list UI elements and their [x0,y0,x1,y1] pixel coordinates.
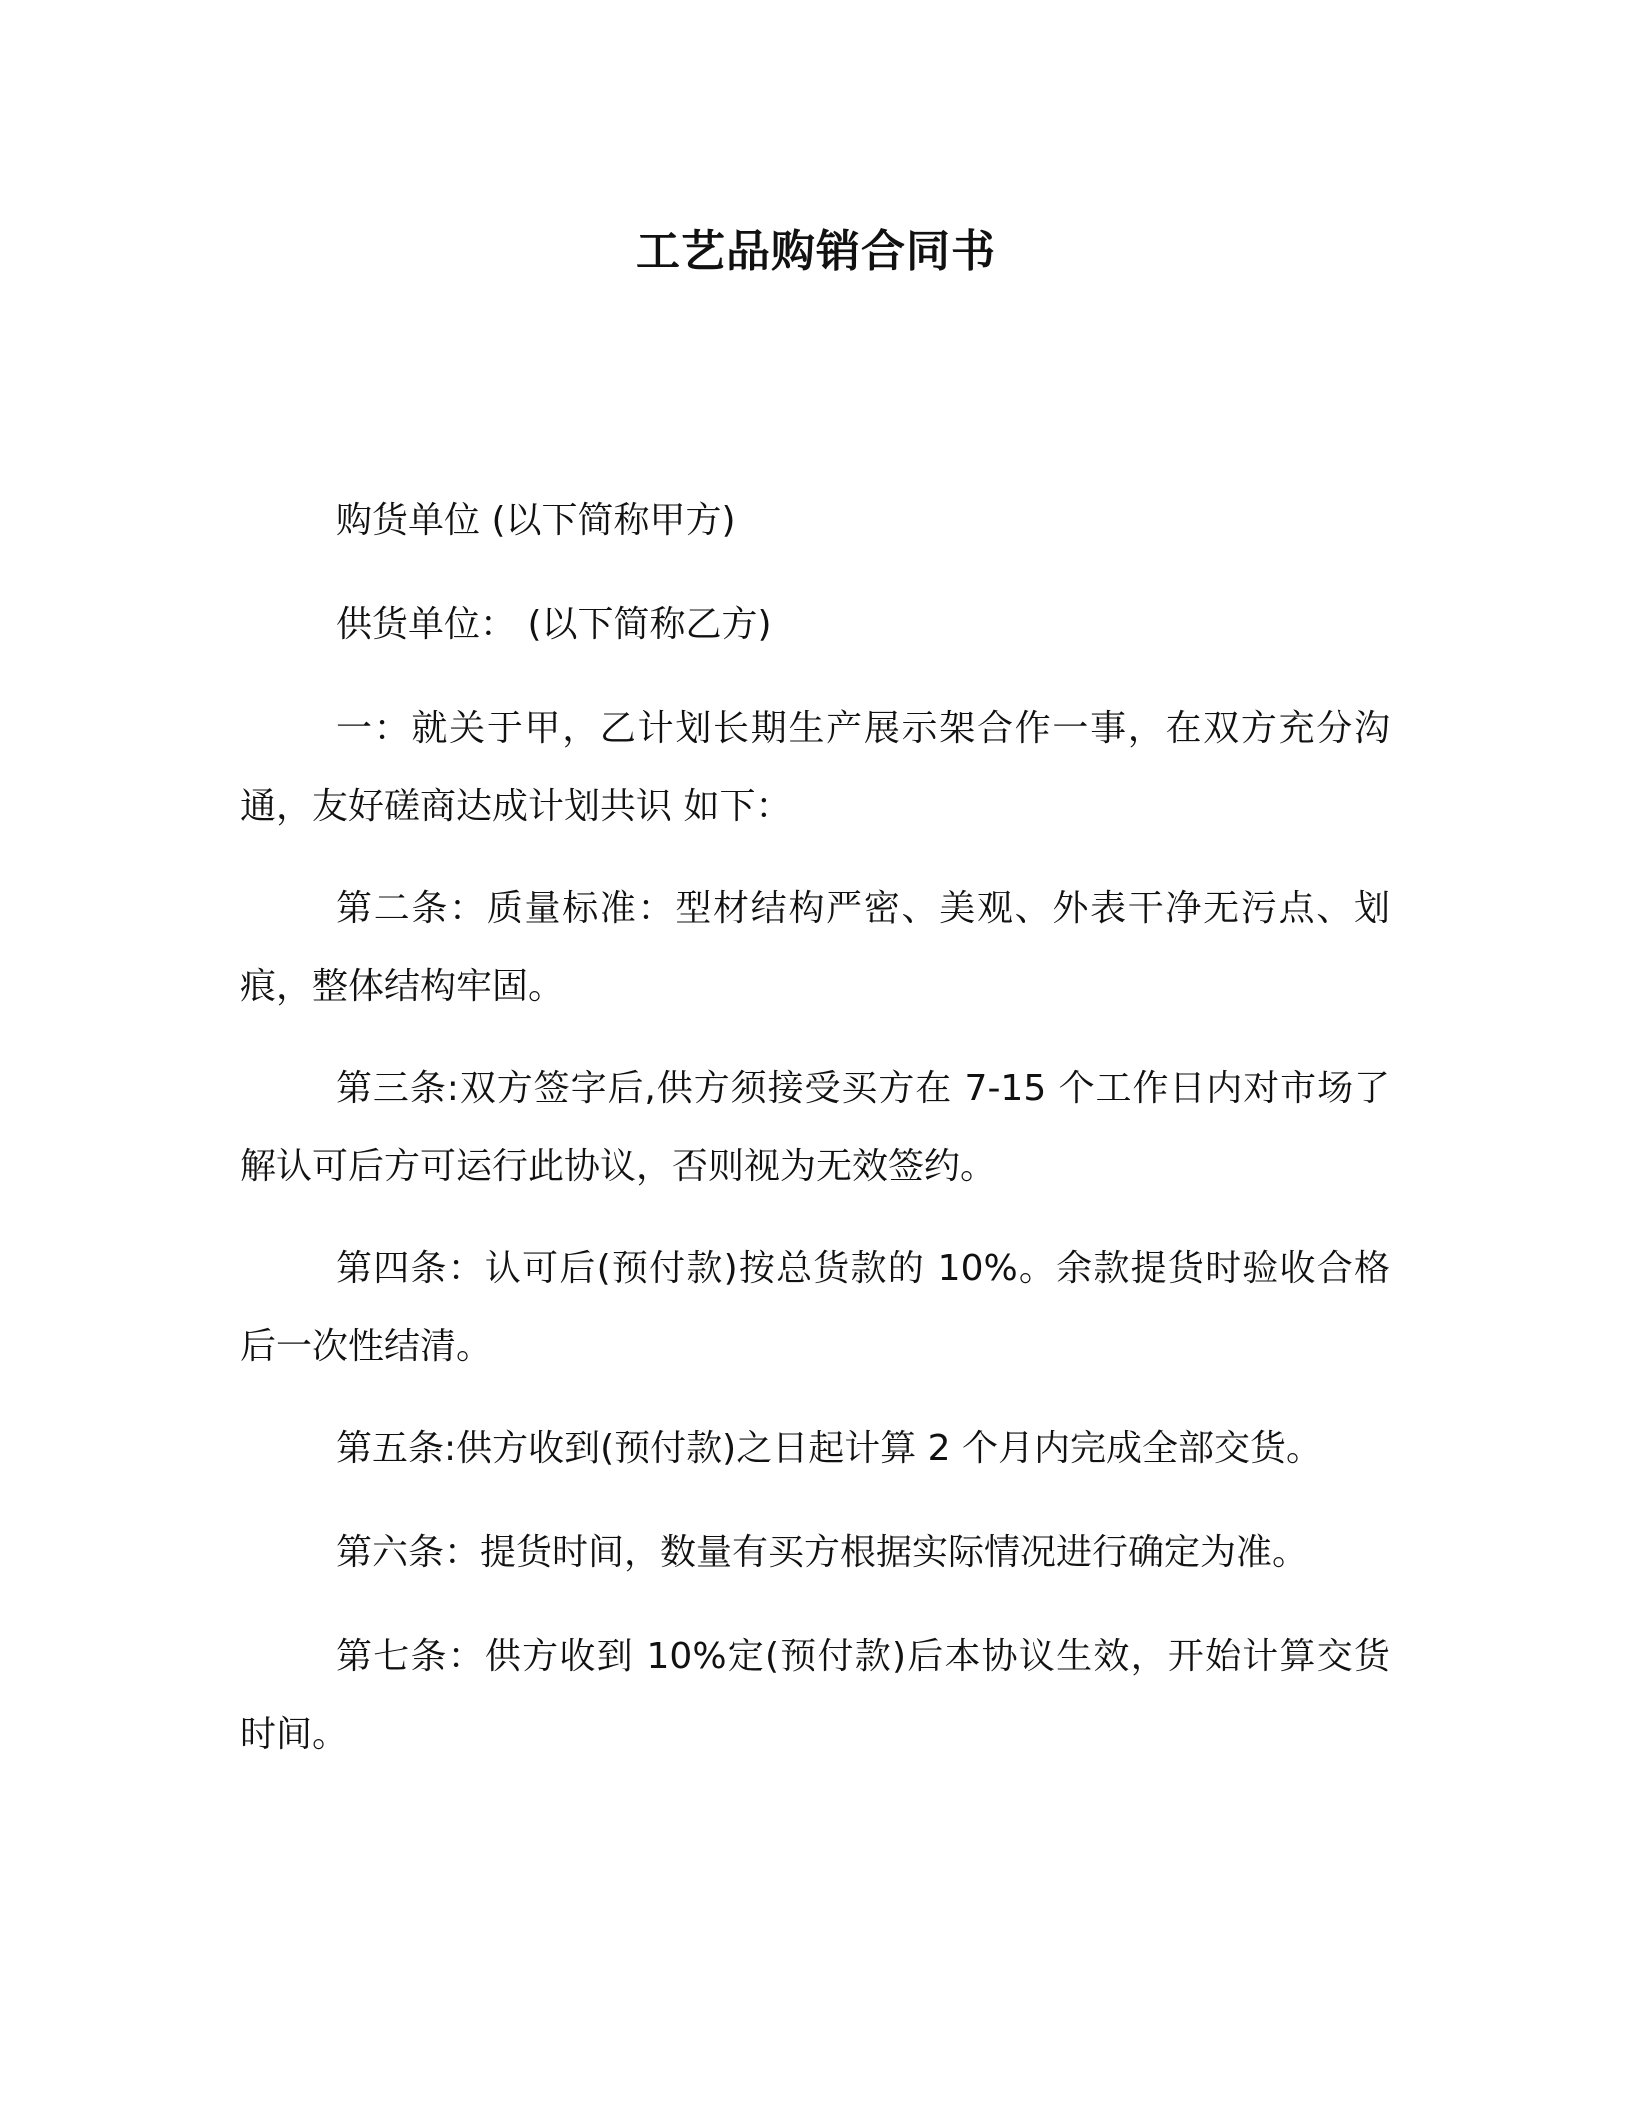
paragraph-article-3: 第三条:双方签字后,供方须接受买方在 7-15 个工作日内对市场了解认可后方可运行此协议，否则视为无效签约。 [240,1068,1390,1187]
paragraph-article-4: 第四条：认可后(预付款)按总货款的 10%。余款提货时验收合格后一次性结清。 [240,1248,1390,1367]
document-title: 工艺品购销合同书 [636,226,996,277]
paragraph-article-7: 第七条：供方收到 10%定(预付款)后本协议生效，开始计算交货时间。 [240,1636,1390,1755]
paragraph-article-5: 第五条:供方收到(预付款)之日起计算 2 个月内完成全部交货。 [336,1428,1323,1469]
paragraph-buyer: 购货单位 (以下简称甲方) [336,500,736,541]
paragraph-article-1: 一：就关于甲，乙计划长期生产展示架合作一事，在双方充分沟通，友好磋商达成计划共识 如下： [240,708,1390,827]
paragraph-article-2: 第二条：质量标准：型材结构严密、美观、外表干净无污点、划痕，整体结构牢固。 [240,888,1390,1007]
paragraph-article-6: 第六条：提货时间，数量有买方根据实际情况进行确定为准。 [336,1532,1309,1573]
paragraph-supplier: 供货单位： (以下简称乙方) [336,604,772,645]
